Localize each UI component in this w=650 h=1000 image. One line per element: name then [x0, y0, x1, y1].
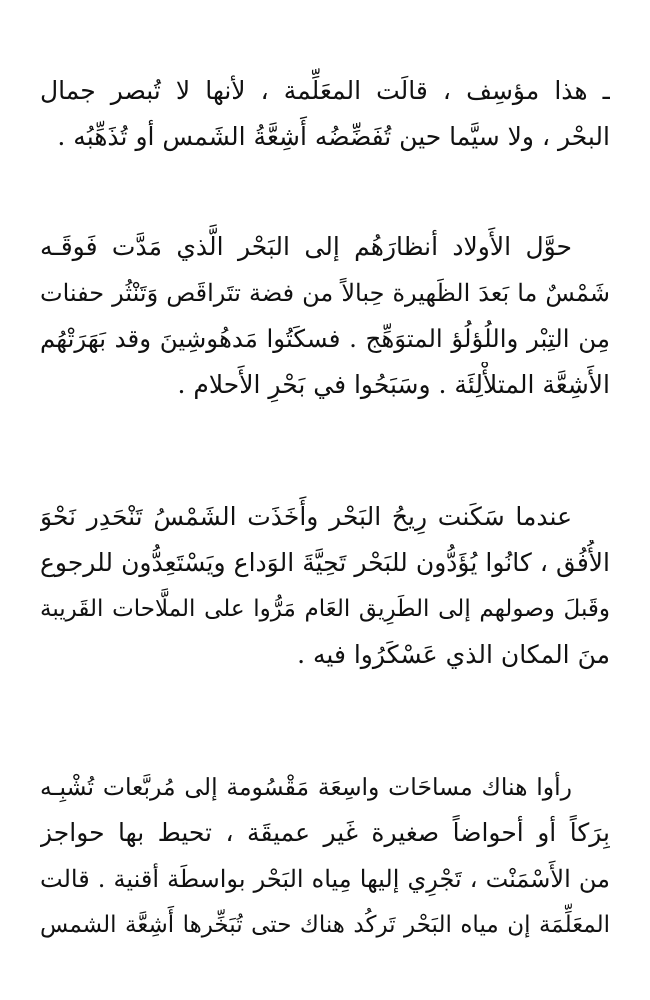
text-line: الأُفُق ، كانُوا يُؤَدُّون للبَحْر تَحِيَّةَ الوَداع ويَسْتَعِدُّون للرجوع: [40, 548, 610, 577]
text-line: البحْر ، ولا سيَّما حين تُفَضِّضُه أَشِعَّةُ الشَمس أو تُذَهِّبُه .: [57, 122, 610, 151]
text-line: منَ المكان الذي عَسْكَرُوا فيه .: [297, 640, 610, 669]
text-line: الأَشِعَّة المتلأْلِئَة . وسَبَحُوا في بَحْرِ الأَحلام .: [177, 370, 610, 399]
text-line: وقَبلَ وصولهم إلى الطَرِيق العَام مَرُّوا على الملَّاحات القَريبة: [40, 596, 610, 622]
text-line: عندما سَكَنت رِيحُ البَحْر وأَخَذَت الشَمْسُ تَنْحَدِر نَحْوَ: [40, 502, 572, 531]
text-line: من الأَسْمَنْت ، تَجْرِي إليها مِياه البَحْر بواسطَة أقنية . قالت: [40, 865, 610, 893]
paragraph-4: [40, 764, 610, 948]
text-line: رأوا هناك مساحَات واسِعَة مَقْسُومة إلى مُربَّعات تُشْبِـه: [40, 773, 572, 801]
paragraph-1: [40, 68, 610, 160]
text-line: بِرَكاً أو أحواضاً صغيرة غَير عميقَة ، تحيط بها حواجز: [40, 818, 610, 847]
paragraph-2: [40, 224, 610, 408]
text-line: مِن التِبْر واللُؤلُؤ المتوَهِّج . فسكَتُوا مَدهُوشِينَ وقد بَهَرَتْهُم: [40, 324, 610, 353]
paragraph-3: [40, 494, 610, 678]
text-line: حوَّل الأَولاد أنظارَهُم إلى البَحْر الَّذي مَدَّت فَوقَـه: [40, 232, 572, 261]
text-line: ـ هذا مؤسِف ، قالَت المعَلِّمة ، لأنها لا تُبصر جمال: [40, 76, 610, 105]
text-line: المعَلِّمَة إن مياه البَحْر تَركُد هناك حتى تُبَخِّرها أَشِعَّة الشمس: [40, 912, 610, 938]
text-line: شَمْسٌ ما بَعدَ الظَهيرة حِبالاً من فضة تتَراقَص وَتَنْثُر حفنات: [40, 279, 610, 307]
